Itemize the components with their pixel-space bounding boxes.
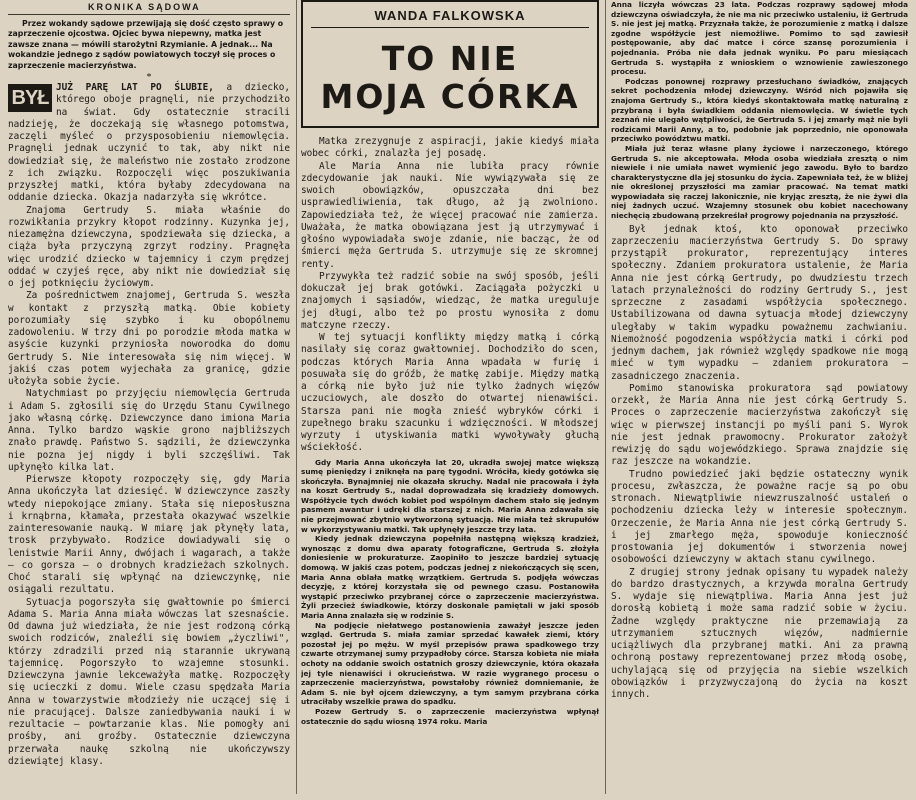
- section-rubric: KRONIKA SĄDOWA: [8, 0, 290, 15]
- body-paragraph: Przywykła też radzić sobie na swój sposób, jeśli dokuczał jej brak gotówki. Zaciągała pożyczki u znajomych i sąsiadów, wiedząc, że matka ureguluje jej długi, albo też po prostu wynosiła z domu matczyne rzeczy.: [301, 270, 599, 331]
- small-paragraph: Kiedy jednak dziewczyna popełniła następną większą kradzież, wynosząc z domu dwa aparaty fotograficzne, Gertruda S. złożyła doniesienie w prokuraturze. Zaopiniło to jeszcze bardziej sytuację domową. W jakiś czas potem, podczas jednej z niekończących się scen, Maria Anna oblała matkę wrzątkiem. Gertruda S. podjęła wówczas decyzję, z której korzystała się od pewnego czasu. Postanowiła wystąpić przeciwko przybranej córce o zaprzeczenie macierzyństwa. Żyli przecież świadkowie, którzy doskonale pamiętali w jaki sposób Maria Anna znalazła się w rodzinie S.: [301, 534, 599, 620]
- opening-paragraph: [8, 82, 290, 205]
- article-body-right: [611, 224, 908, 702]
- body-paragraph: Ale Maria Anna nie lubiła pracy równie zdecydowanie jak nauki. Nie wywiązywała się ze swoich obowiązków, opuszczała dni bez usprawiedliwienia, tak długo, aż ją zwolniono. Zapowiedziała też, że więcej pracować nie zamierza. Uważała, że matka obowiązana jest ją utrzymywać i głośno wypowiadała swoje zdanie, nie bacząc, że od śmierci męża Gertruda S. utrzymuje się ze skromnej renty.: [301, 160, 599, 270]
- title-box: [301, 0, 599, 128]
- article-body-left: [8, 82, 290, 768]
- body-paragraph: Za pośrednictwem znajomej, Gertruda S. weszła w kontakt z przyszłą matką. Obie kobiety porozumiały się szybko i ku obopólnemu zadowoleniu. W trzy dni po porodzie młoda matka w asyście kuzynki przyniosła noworodka do domu Gertrudy S. Nie interesowała się nim więcej. W jakiś czas potem wyjechała za granicę, gdzie ułożyła sobie życie.: [8, 290, 290, 388]
- opening-caps: JUŻ PARĘ LAT PO ŚLUBIE,: [56, 82, 214, 94]
- article-body-middle: [301, 136, 599, 455]
- small-paragraph: Pozew Gertrudy S. o zaprzeczenie macierzyństwa wpłynął ostatecznie do sądu wiosną 1974 roku. Maria: [301, 706, 599, 726]
- headline-line-2: MOJA CÓRKA: [320, 77, 580, 116]
- column-left: [8, 0, 297, 794]
- body-paragraph: Matka zrezygnuje z aspiracji, jakie kiedyś miała wobec córki, znalazła jej posadę.: [301, 136, 599, 160]
- body-paragraph: Natychmiast po przyjęciu niemowlęcia Gertruda i Adam S. zgłosili się do Urzędu Stanu Cywilnego jako własną córkę. Dziewczynce dano imiona Maria Anna. Tylko bardzo wąskie grono najbliższych znało prawdę. Państwo S. sądzili, że dziewczynka nie pozna jej nigdy i byli szczęśliwi. Tak upłynęło kilka lat.: [8, 388, 290, 473]
- opening-text: a dziecko, którego oboje pragnęli, nie przychodziło na świat. Gdy ostatecznie stracili nadzieję, że doczekają się własnego potomstwa, zaczęli myśleć o przysposobieniu niemowlęcia. Pragnęli jednak uczynić to tak, aby nikt nie dowiedział się, że maleństwo nie zostało zrodzone z ich związku. Rozpoczęli więc poszukiwania przyszłej matki, która byłaby zdecydowana na oddanie dziecka. Okazja nadarzyła się wkrótce.: [8, 82, 290, 204]
- author-name: WANDA FALKOWSKA: [311, 8, 589, 28]
- body-paragraph: Z drugiej strony jednak opisany tu wypadek należy do bardzo drastycznych, a krzywda moralna Gertrudy S. wydaje się niewątpliwa. Maria Anna jest już dorosłą kobietą i może sama radzić sobie w życiu. Żadne względy praktyczne nie przemawiają za utrzymaniem sztucznych więzów, nadmiernie uciążliwych dla przybranej matki. Ani za prawną ochroną postawy reprezentowanej przez młodą osobę, uchylającą się od przyjęcia na siebie wszelkich obowiązków i przyzwyczajoną do życia na koszt innych.: [611, 566, 908, 701]
- column-middle: [301, 0, 606, 794]
- body-paragraph: Był jednak ktoś, kto oponował przeciwko zaprzeczeniu macierzyństwa Gertrudy S. Do sprawy przystąpił prokurator, reprezentujący interes społeczny. Zdaniem prokuratora ustalenie, że Maria Anna nie jest córką Gertrudy, po dwudziestu trzech latach przynależności do rodziny Gertrudy S., jest sprzeczne z zasadami współżycia społecznego. Ustabilizowana od dawna sytuacja młodej dziewczyny uległaby w takim wypadku poważnemu zachwianiu. Niemożność pogodzenia współżycia matki i córki pod jednym dachem, jak również względy spadkowe nie mogą mieć w tym wypadku — zdaniem prokuratora — zasadniczego znaczenia.: [611, 223, 908, 382]
- body-paragraph: Sytuacja pogorszyła się gwałtownie po śmierci Adama S. Maria Anna miała wówczas lat szesnaście. Od dawna już wiedziała, że nie jest rodzoną córką swoich rodziców, znaleźli się bowiem „życzliwi", którzy zdradzili przed nią starannie ukrywaną tajemnicę. Pogorszyło to wzajemne stosunki. Dziewczyna jawnie lekceważyła matkę. Rozpoczęły się ucieczki z domu. Wiele czasu spędzała Maria Anna w towarzystwie młodzieży nie uczącej się i nie pracującej. Dalsze zaniedbywania nauki i w rezultacie — powtarzanie klas. Nie pomogły ani prośby, ani groźby. Ostatecznie dziewczyna przerwała naukę szkolną nie ukończywszy dziewiątej klasy.: [8, 596, 290, 767]
- small-paragraph: Anna liczyła wówczas 23 lata. Podczas rozprawy sądowej młoda dziewczyna oświadczyła, że nie ma nic przeciwko ustaleniu, iż Gertruda S. nie jest jej matką. Przyznała także, że porozumienie z matką i dalsze zgodne współżycie jest niemożliwe. Pomimo to sąd zawiesił postępowanie, aby dać matce i córce szansę porozumienia i pojednania. Próba nie dała jednak wyniku. Po paru miesiącach Gertruda S. wystąpiła z wnioskiem o wznowienie zawieszonego procesu.: [611, 0, 908, 77]
- small-paragraph: Miała już teraz własne plany życiowe i narzeczonego, którego Gertruda S. nie akceptowała. Młoda osoba wiedziała zresztą o nim niewiele i nie umiała nawet wymienić jego zawodu. Było to bardzo charakterystyczne dla jej stosunku do życia. Zapewniała też, że w bliżej nie określonej przyszłości ma zamiar pracować. Na temat matki wypowiadała się raczej lakonicznie, nie kryjąc zresztą, że nie żywi dla niej żadnych uczuć. Wzajemny stosunek obu kobiet nacechowany niechęcią zbudowaną przekreślał progrowy pojednania na przyszłość.: [611, 143, 908, 221]
- headline-line-1: TO NIE: [381, 39, 519, 78]
- small-paragraph: Na podjęcie niełatwego postanowienia zaważył jeszcze jeden wzgląd. Gertruda S. miała zamiar sprzedać kawałek ziemi, który pozostał jej po mężu. W myśl przepisów prawa spadkowego trzy czwarte otrzymanej sumy przypadłoby córce. Starsza kobieta nie miała ochoty na oddanie swoich ostatnich groszy dziewczynie, która okazała jej tyle nienawiści i okrucieństwa. W razie wygranego procesu o zaprzeczenie macierzyństwa, powstałoby również domniemanie, że Adam S. nie był ojcem dziewczyny, a tym samym przybrana córka utraciłaby wszelkie prawa do spadku.: [301, 620, 599, 707]
- column-right: [611, 0, 908, 794]
- body-paragraph: Trudno powiedzieć jaki będzie ostateczny wynik procesu, zwłaszcza, że poważne racje są po obu stronach. Niewątpliwie niewzruszalność ustaleń o pochodzeniu dziecka leży w interesie społecznym. Orzeczenie, że Maria Anna nie jest córką Gertrudy S. i jej zmarłego męża, spowoduje konieczność prostowania jej dokumentów i stworzenia nowej osobowości dziewczyny w aktach stanu cywilnego.: [611, 468, 908, 566]
- lead-separator-star: *: [146, 72, 152, 84]
- body-paragraph: Pomimo stanowiska prokuratora sąd powiatowy orzekł, że Maria Anna nie jest córką Gertrudy S. Proces o zaprzeczenie macierzyństwa zakończył się więc w pierwszej instancji po myśli pani S. Wyrok nie jest jednak prawomocny. Prokurator założył rewizję do sądu wojewódzkiego. Sprawa znajdzie się raz jeszcze na wokandzie.: [611, 382, 908, 468]
- small-paragraph: Podczas ponownej rozprawy przesłuchano świadków, znających sekret pochodzenia młodej dziewczyny. Wśród nich pojawiła się znajoma Gertrudy S., która kiedyś skontaktowała matkę naturalną z przybraną i była świadkiem oddania niemowlęcia. W świetle tych zeznań nie ulegało wątpliwości, że Gertruda S. i jej zmarły mąż nie byli rodzicami Marii Anny, a to, podobnie jak poprzednio, nie oponowała przeciwko powództwu matki.: [611, 76, 908, 144]
- article-small-print-right: [611, 0, 908, 221]
- body-paragraph: Znajoma Gertrudy S. miała właśnie do rozwikłania przykry kłopot rodzinny. Kuzynka jej, niezamężna dziewczyna, spodziewała się dziecka, a ciąża była przyczyną zgrzyt rodziny. Pragnęła więc urodzić dziecko w tajemnicy i czym prędzej oddać w czyjeś ręce, aby nikt nie dowiedział się o jej potknięciu życiowym.: [8, 204, 290, 290]
- body-paragraph: Pierwsze kłopoty rozpoczęły się, gdy Maria Anna ukończyła lat dziesięć. W dziewczynce zaszły wtedy niepokojące zmiany. Stała się nieposłuszna i krnąbrna, kłamała, przestała okazywać wszelkie zainteresowanie nauką. W miarę jak płynęły lata, trosk przybywało. Rodzice dowiadywali się o lenistwie Marii Anny, dwójach i wagarach, a także — co gorsza — o drobnych kradzieżach szkolnych. Choć starali się wpłynąć na dziewczynkę, nie osiągali rezultatu.: [8, 474, 290, 596]
- article-small-print-middle: [301, 458, 599, 727]
- dropcap-byl: BYŁ: [8, 84, 52, 112]
- small-paragraph: Gdy Maria Anna ukończyła lat 20, ukradła swojej matce większą sumę pieniędzy i zniknęła na parę tygodni. Wróciła, kiedy gotówka się skończyła. Bynajmniej nie okazała skruchy. Nadal nie pracowała i żyła na koszt Gertrudy S., nadal doprowadzała się kradzieży domowych. Współżycie tych dwóch kobiet pod wspólnym dachem stało się jednym pasmem awantur i udręki dla starszej z nich. Maria Anna zdawała się nie przejmować zbytnio wytworzoną sytuacją. Nie miała też skrupułów w wykorzystywaniu matki. Tak upłynęły jeszcze trzy lata.: [301, 457, 599, 534]
- lead-paragraph: Przez wokandy sądowe przewijają się dość często sprawy o zaprzeczenie ojcostwa. Ojciec bywa niepewny, matka jest zawsze znana — mówili starożytni Rzymianie. A jednak... Na wokandzie jednego z sądów powiatowych toczył się proces o zaprzeczenie macierzyństwa.: [8, 19, 284, 70]
- body-paragraph: W tej sytuacji konflikty między matką i córką nasilały się coraz gwałtowniej. Dochodziło do scen, podczas których Maria Anna wpadała w furię i posuwała się do gróźb, że matkę zabije. Między matką a córką nie było już nie tylko żadnych więzów uczuciowych, ale doszło do otwartej nienawiści. Starsza pani nie mogła znieść wybryków córki i zupełnego braku szacunku i wdzięczności. W młodszej wyrzuty i utyskiwania matki wywoływały głuchą wściekłość.: [301, 332, 599, 454]
